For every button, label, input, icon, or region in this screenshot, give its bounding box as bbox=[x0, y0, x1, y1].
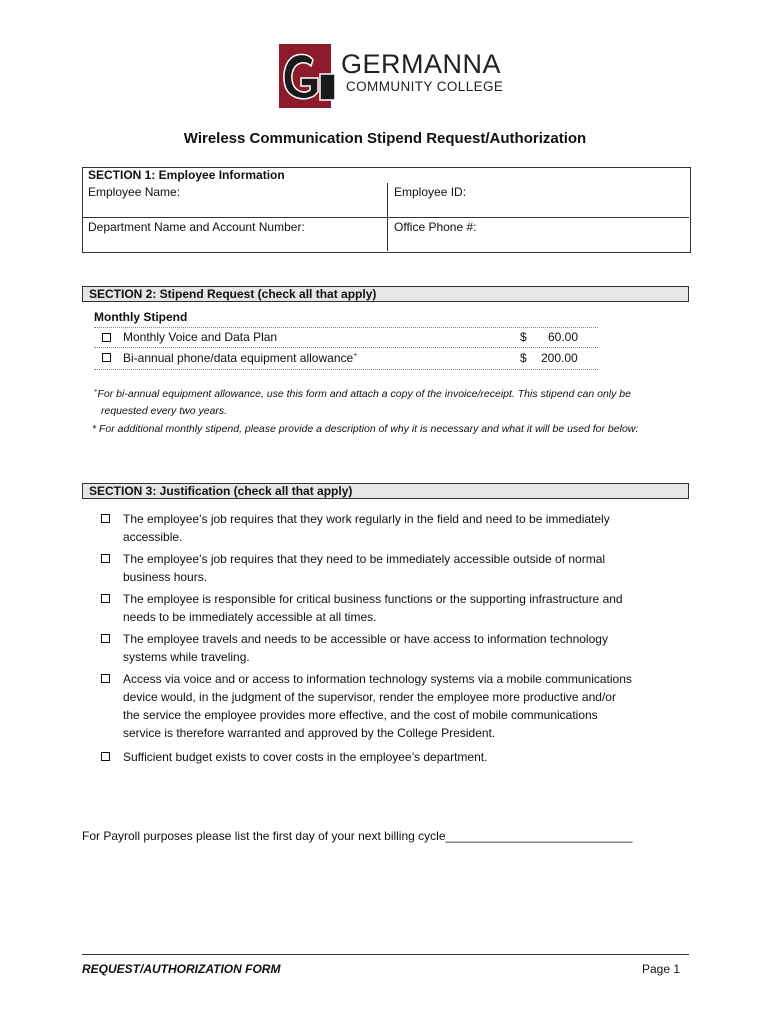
department-label: Department Name and Account Number: bbox=[88, 220, 305, 234]
justification-item-4: The employee travels and needs to be accessible or have access to information technology systems while traveling. bbox=[123, 632, 608, 664]
monthly-plan-amount: 60.00 bbox=[548, 330, 579, 344]
section3-header: SECTION 3: Justification (check all that apply) bbox=[82, 483, 689, 499]
stipend-row-rule bbox=[94, 347, 598, 348]
monthly-plan-currency: $ bbox=[520, 330, 527, 344]
section1-header: SECTION 1: Employee Information bbox=[88, 168, 285, 182]
employee-id-label: Employee ID: bbox=[394, 185, 467, 199]
department-field[interactable] bbox=[325, 218, 385, 250]
monthly-plan-label: Monthly Voice and Data Plan bbox=[123, 330, 278, 344]
justification-checkbox-4[interactable] bbox=[101, 634, 110, 643]
note-equipment: +For bi-annual equipment allowance, use this form and attach a copy of the invoice/receipt. This stipend can only be bbox=[94, 388, 631, 400]
logo-name: GERMANNA bbox=[341, 49, 502, 79]
employee-id-field[interactable] bbox=[475, 183, 687, 215]
footer-form-name: REQUEST/AUTHORIZATION FORM bbox=[82, 962, 281, 976]
justification-checkbox-2[interactable] bbox=[101, 554, 110, 563]
justification-item-5: Access via voice and or access to information technology systems via a mobile communications device would, in the judgment of the supervisor, render the employee more productive and/or the service the employee provides more effective, and the cost of mobile communications service is therefore warranted and approved by the College President. bbox=[123, 672, 632, 740]
justification-item-3: The employee is responsible for critical business functions or the supporting infrastructure and needs to be immediately accessible at all times. bbox=[123, 592, 623, 624]
employee-name-label: Employee Name: bbox=[88, 185, 181, 199]
office-phone-label: Office Phone #: bbox=[394, 220, 477, 234]
note-additional: * For additional monthly stipend, please provide a description of why it is necessary and what it will be used for below: bbox=[92, 423, 639, 435]
justification-checkbox-6[interactable] bbox=[101, 752, 110, 761]
page-title: Wireless Communication Stipend Request/Authorization bbox=[183, 130, 587, 147]
footer-rule bbox=[82, 954, 689, 955]
logo-subtitle: COMMUNITY COLLEGE bbox=[346, 79, 504, 94]
stipend-row-rule bbox=[94, 369, 598, 370]
justification-checkbox-3[interactable] bbox=[101, 594, 110, 603]
equipment-allowance-checkbox[interactable] bbox=[102, 353, 111, 362]
payroll-blank[interactable]: ____________________________ bbox=[445, 829, 633, 843]
footer-page-number: Page 1 bbox=[642, 962, 681, 976]
justification-item-2: The employee’s job requires that they need to be immediately accessible outside of normal business hours. bbox=[123, 552, 606, 584]
monthly-stipend-heading: Monthly Stipend bbox=[94, 310, 188, 324]
justification-item-1: The employee’s job requires that they work regularly in the field and need to be immediately accessible. bbox=[123, 512, 610, 544]
equipment-allowance-label: Bi-annual phone/data equipment allowance+ bbox=[123, 351, 358, 365]
payroll-line: For Payroll purposes please list the first day of your next billing cycle____________________________ bbox=[82, 829, 633, 843]
justification-checkbox-5[interactable] bbox=[101, 674, 110, 683]
section2-header: SECTION 2: Stipend Request (check all that apply) bbox=[82, 286, 689, 302]
logo-g-icon bbox=[279, 44, 339, 108]
note-equipment-cont: requested every two years. bbox=[101, 405, 228, 417]
equipment-allowance-amount: 200.00 bbox=[541, 351, 578, 365]
office-phone-field[interactable] bbox=[485, 218, 687, 250]
employee-name-field[interactable] bbox=[175, 183, 385, 215]
stipend-row-rule bbox=[94, 327, 598, 328]
justification-item-6: Sufficient budget exists to cover costs in the employee’s department. bbox=[123, 750, 488, 764]
justification-checkbox-1[interactable] bbox=[101, 514, 110, 523]
monthly-plan-checkbox[interactable] bbox=[102, 333, 111, 342]
equipment-allowance-currency: $ bbox=[520, 351, 527, 365]
